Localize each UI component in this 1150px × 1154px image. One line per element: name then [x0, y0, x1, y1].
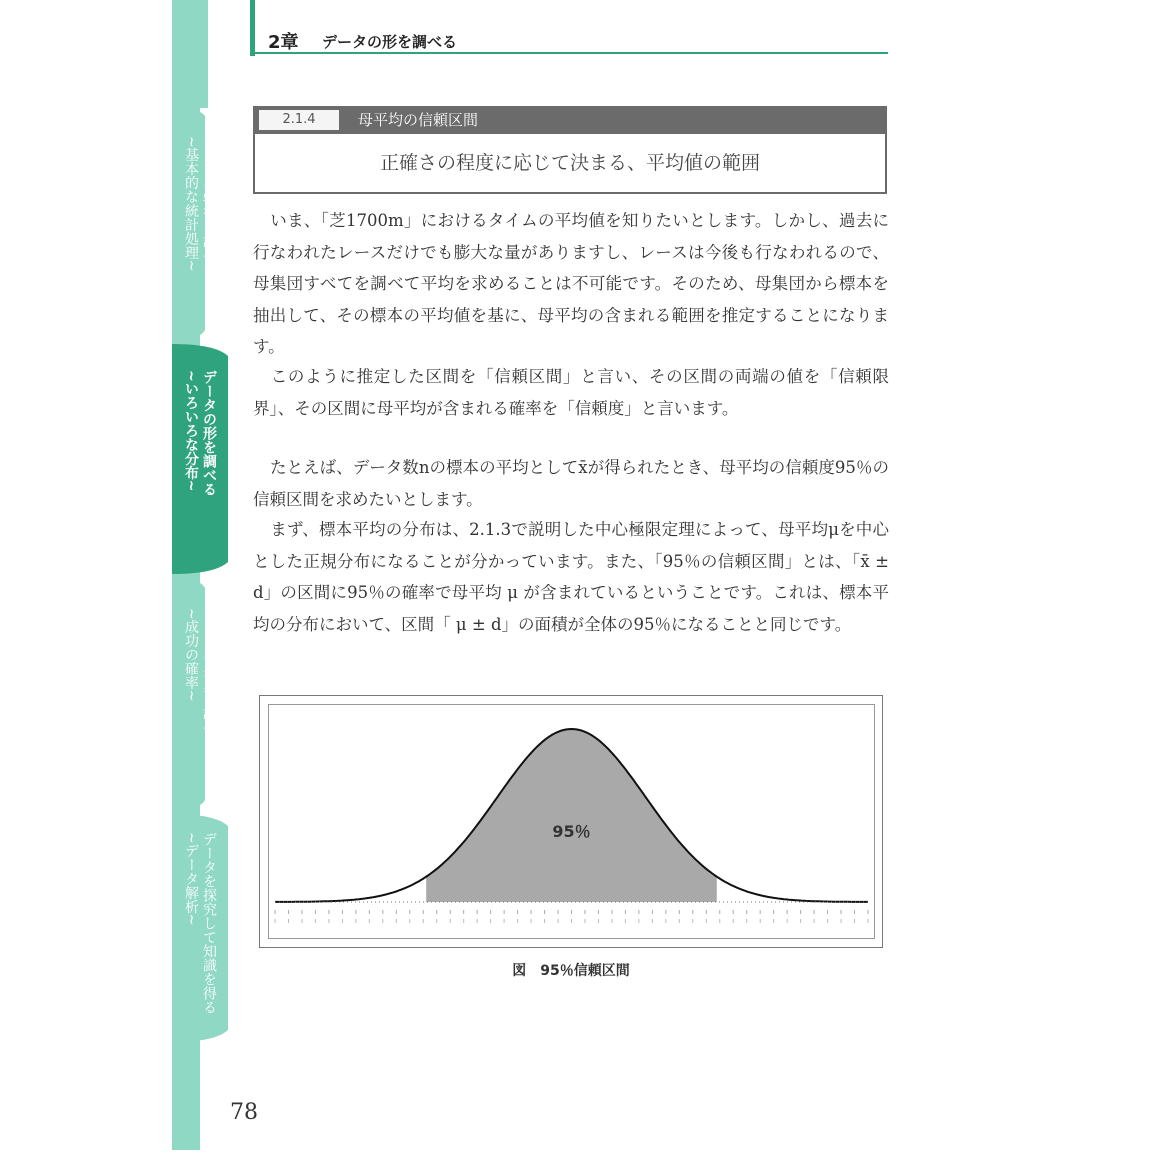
tab-1-line2: ~基本的な統計処理~	[183, 136, 199, 272]
p3-text: たとえば、データ数nの標本の平均としてx̄が得られたとき、母平均の信頼度95％の信頼区間を求めたいとします。	[253, 458, 889, 509]
axis-ticks	[275, 910, 868, 923]
body-paragraph-4	[253, 514, 889, 640]
section-title: 母平均の信頼区間	[358, 111, 479, 129]
section-heading	[253, 106, 887, 134]
chapter-number: 2章	[268, 32, 299, 53]
chapter-tab-sidebar	[0, 0, 240, 1150]
page-number: 78	[230, 1100, 258, 1125]
figure-caption: 図 95％信頼区間	[512, 963, 630, 979]
body-paragraph-3	[253, 452, 889, 515]
chapter-title: データの形を調べる	[322, 33, 458, 51]
tab-3-line2: ~成功の確率~	[183, 608, 199, 702]
tab-2-line1: データの形を調べる	[201, 370, 217, 496]
tab-1-line1: データの特徴を調べる	[201, 136, 217, 276]
p2-text: このように推定した区間を「信頼区間」と言い、その区間の両端の値を「信頼限界」、その区間に母平均が含まれる確率を「信頼度」と言います。	[253, 367, 889, 418]
figure-plot-area	[268, 704, 875, 939]
section-subtitle: 正確さの程度に応じて決まる、平均値の範囲	[253, 134, 887, 194]
p1-text: いま、「芝1700m」におけるタイムの平均値を知りたいとします。しかし、過去に行なわれたレースだけでも膨大な量がありますし、レースは今後も行なわれるので、母集団すべてを調べて平均を求めることは不可能です。そのため、母集団から標本を抽出して、その標本の平均値を基に、母平均の含まれる範囲を推定することになります。	[253, 211, 889, 356]
sidebar-tab-1[interactable]	[182, 136, 218, 276]
tab-4-line1: データを探究して知識を得る	[201, 832, 217, 1014]
normal-distribution-chart	[269, 705, 874, 938]
tab-4-line2: ~データ解析~	[183, 832, 199, 926]
sidebar-tab-2-active[interactable]	[182, 370, 218, 496]
header-accent-bar	[250, 0, 255, 56]
p4-text: まず、標本平均の分布は、2.1.3で説明した中心極限定理によって、母平均μを中心とした正規分布になることが分かっています。また、「95％の信頼区間」とは、「x̄ ± d」の区間に95％の確率で母平均 μ が含まれているということです。これは、標本平均の分布において、区間「 μ ± d」の面積が全体の95％になることと同じです。	[253, 520, 889, 634]
tab-2-line2: ~いろいろな分布~	[183, 370, 199, 492]
figure-frame	[259, 695, 883, 948]
sidebar-tab-4[interactable]	[182, 832, 218, 1014]
body-paragraph-1	[253, 205, 889, 363]
tab-3-line1: データの差異を調べる	[201, 608, 217, 748]
body-paragraph-2	[253, 361, 889, 424]
shaded-95-area	[426, 729, 717, 902]
sidebar-tab-3[interactable]	[182, 608, 218, 748]
header-rule	[250, 52, 888, 54]
section-number: 2.1.4	[259, 110, 339, 130]
shaded-area-label: 95％	[552, 822, 591, 841]
